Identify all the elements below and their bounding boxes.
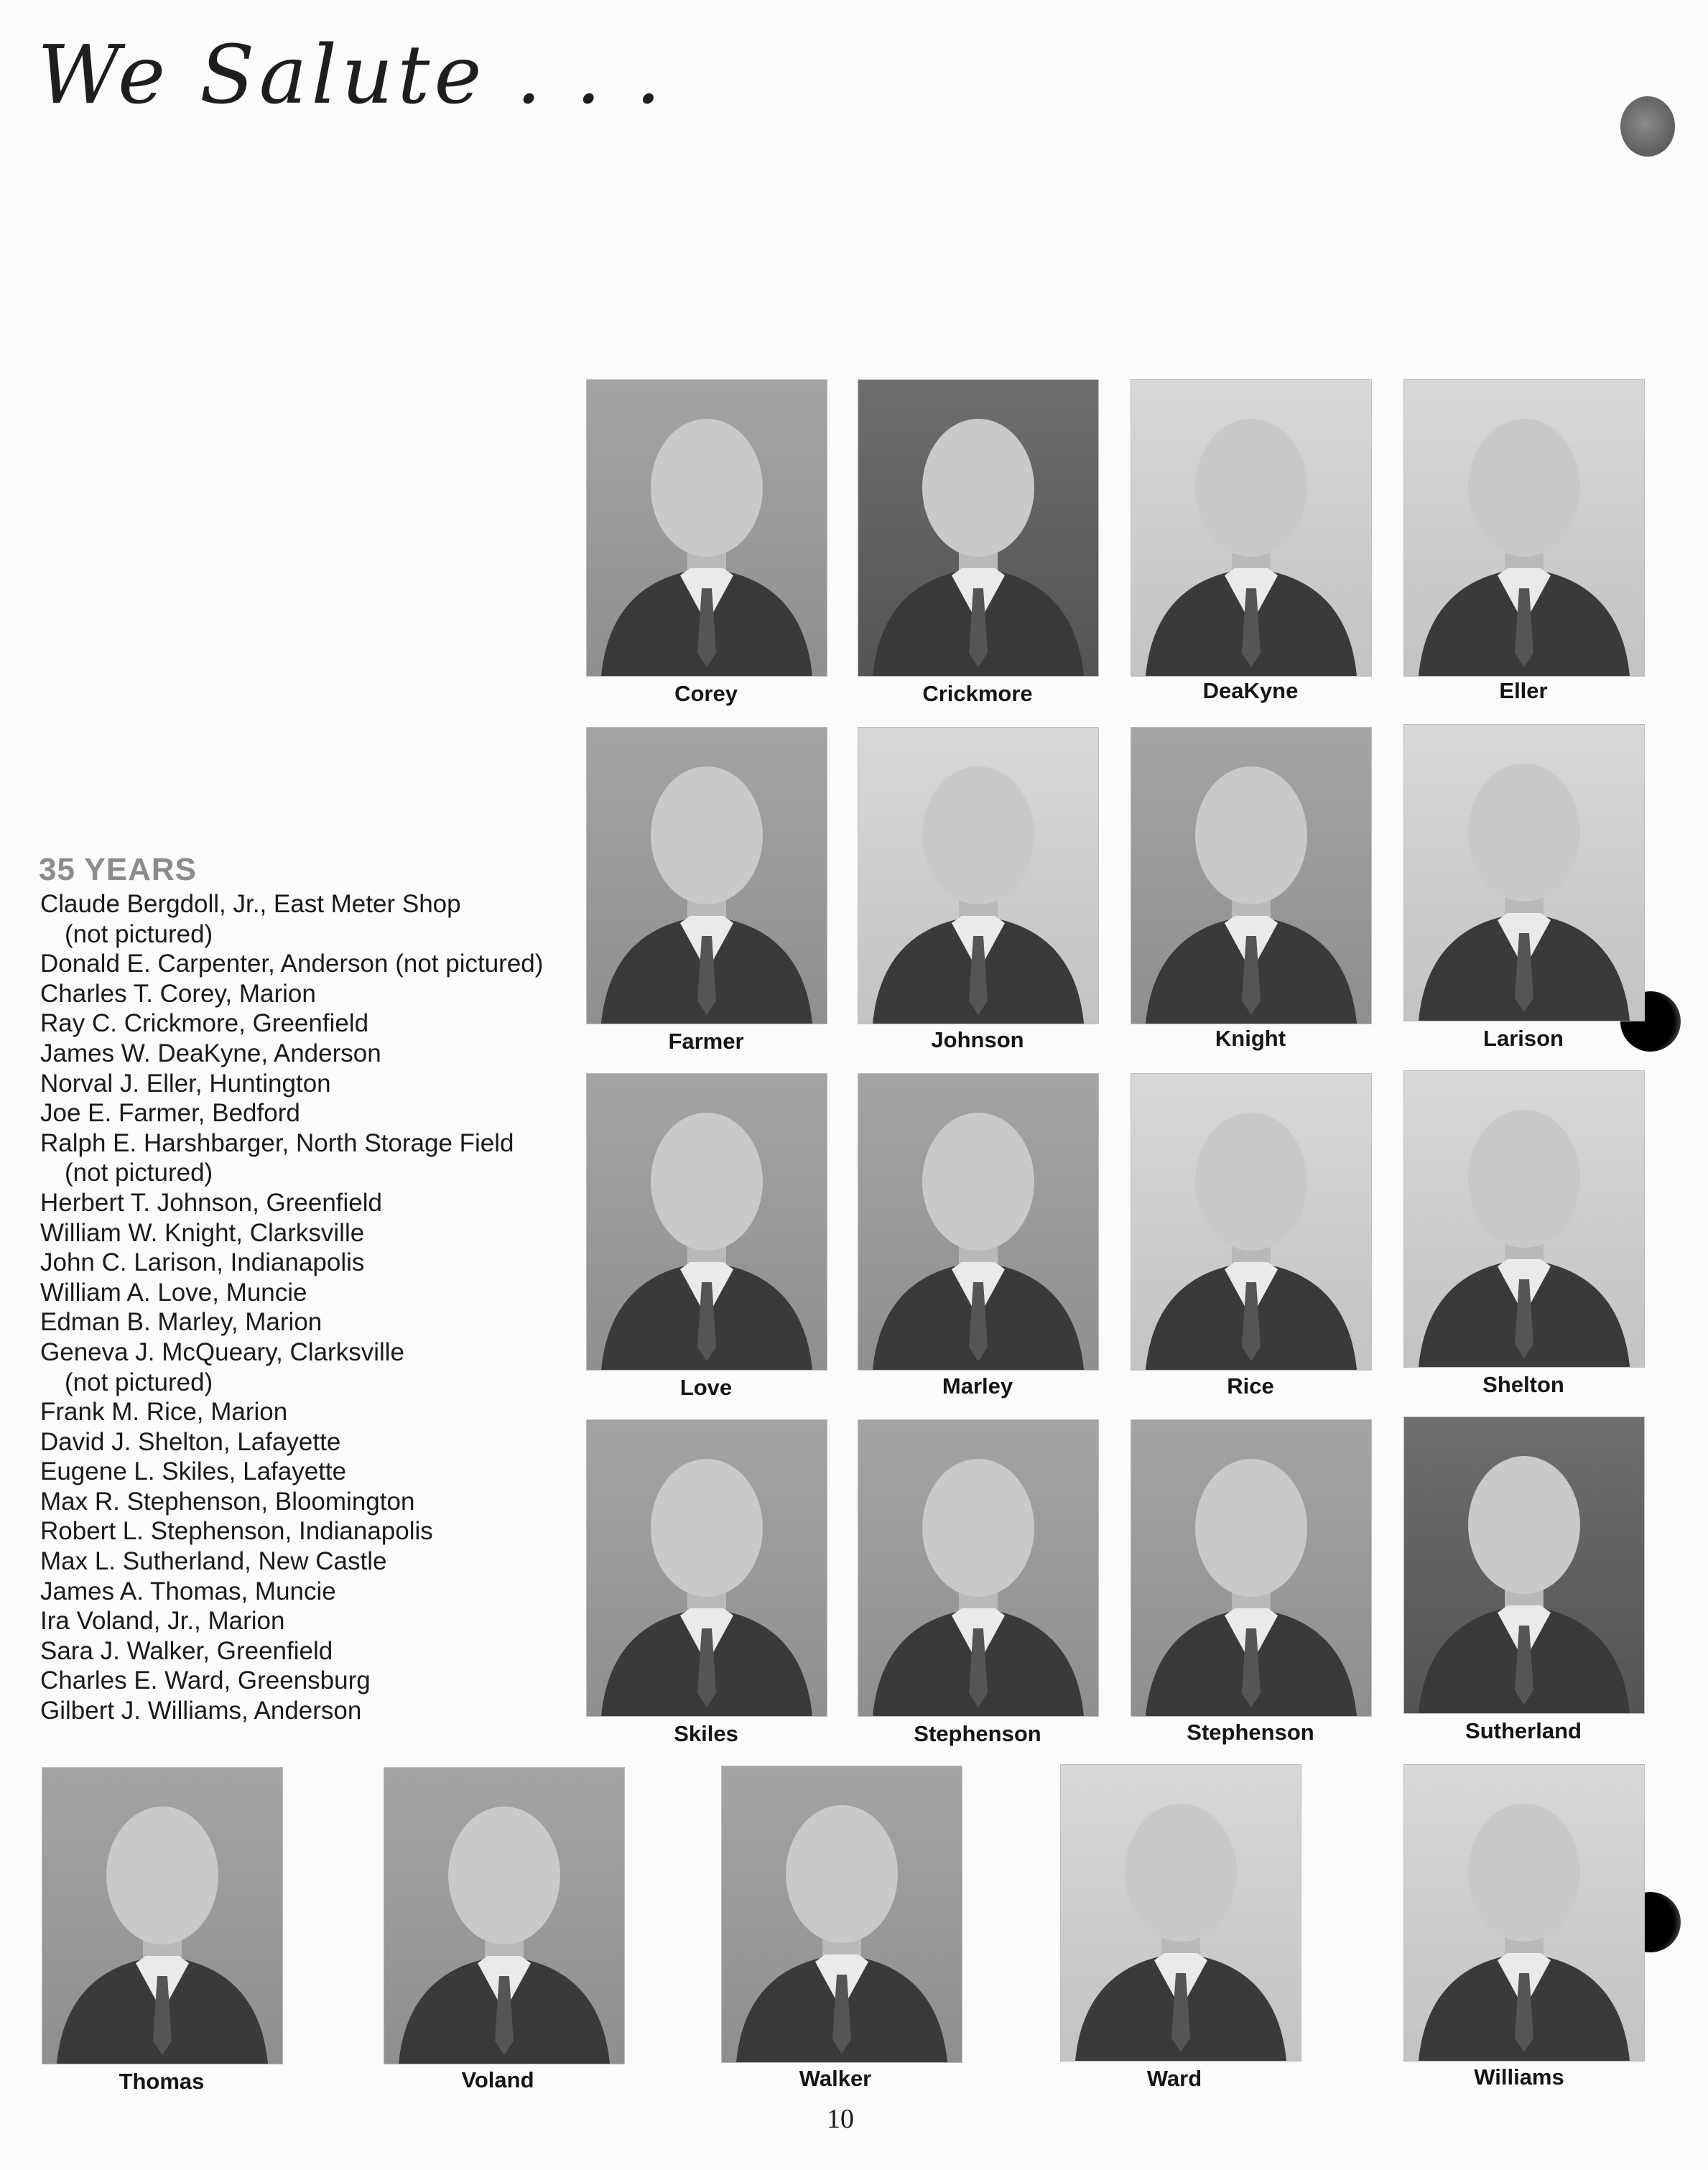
portrait-caption: Stephenson xyxy=(914,1721,1041,1746)
list-item: Charles E. Ward, Greensburg xyxy=(40,1666,371,1695)
portrait-photo xyxy=(858,727,1099,1024)
portrait-photo xyxy=(586,379,827,677)
portrait-head xyxy=(1468,1804,1580,1942)
portrait-caption: Farmer xyxy=(668,1029,744,1054)
portrait-photo xyxy=(1131,379,1372,677)
list-item: Ralph E. Harshbarger, North Storage Field xyxy=(40,1128,514,1157)
portrait-photo xyxy=(42,1767,283,2064)
binder-hole xyxy=(1620,96,1675,157)
portrait-photo xyxy=(1131,1073,1372,1371)
portrait-photo xyxy=(1403,1764,1645,2062)
list-item: Edman B. Marley, Marion xyxy=(40,1308,322,1337)
portrait-head xyxy=(448,1807,560,1944)
portrait-silhouette xyxy=(42,1768,282,2064)
portrait-photo xyxy=(1403,379,1645,677)
portrait-caption: Thomas xyxy=(119,2069,205,2094)
portrait-silhouette xyxy=(587,728,827,1024)
portrait-head xyxy=(651,766,763,904)
portrait-caption: Shelton xyxy=(1482,1372,1564,1397)
portrait-head xyxy=(106,1807,218,1944)
portrait-head xyxy=(786,1805,898,1943)
portrait-photo xyxy=(1403,724,1645,1021)
portrait-head xyxy=(1468,419,1580,557)
portrait-caption: DeaKyne xyxy=(1202,678,1299,703)
portrait-caption: Crickmore xyxy=(922,681,1033,706)
portrait-silhouette xyxy=(1404,725,1644,1021)
portrait-head xyxy=(1468,764,1580,901)
list-item: Sara J. Walker, Greenfield xyxy=(40,1636,333,1665)
portrait-silhouette xyxy=(858,1074,1098,1370)
portrait-caption: Skiles xyxy=(674,1721,738,1746)
portrait-caption: Rice xyxy=(1227,1373,1274,1399)
portrait-head xyxy=(922,766,1034,904)
portrait-silhouette xyxy=(1131,380,1371,676)
portrait-photo xyxy=(858,1073,1099,1371)
portrait-head xyxy=(1468,1110,1580,1248)
portrait-silhouette xyxy=(1131,1074,1371,1370)
list-item: Ray C. Crickmore, Greenfield xyxy=(40,1009,369,1038)
list-item: John C. Larison, Indianapolis xyxy=(40,1248,365,1277)
page-number: 10 xyxy=(827,2104,854,2134)
portrait-photo xyxy=(721,1766,962,2063)
portrait-caption: Stephenson xyxy=(1187,1720,1314,1745)
portrait-photo xyxy=(1060,1764,1301,2062)
portrait-silhouette xyxy=(1061,1765,1301,2061)
portrait-photo xyxy=(1403,1416,1645,1714)
portrait-photo xyxy=(1131,727,1372,1024)
list-item: Max R. Stephenson, Bloomington xyxy=(40,1487,415,1516)
list-item-note: (not pictured) xyxy=(65,1159,213,1187)
portrait-head xyxy=(1468,1456,1580,1594)
portrait-silhouette xyxy=(1404,1765,1644,2061)
list-item: Joe E. Farmer, Bedford xyxy=(40,1099,300,1128)
portrait-photo xyxy=(1131,1419,1372,1717)
list-item: James A. Thomas, Muncie xyxy=(40,1577,336,1605)
portrait-silhouette xyxy=(1404,1071,1644,1367)
list-item: Frank M. Rice, Marion xyxy=(40,1398,288,1427)
portrait-caption: Johnson xyxy=(931,1027,1024,1052)
list-item: Max L. Sutherland, New Castle xyxy=(40,1547,387,1576)
list-item: Herbert T. Johnson, Greenfield xyxy=(40,1188,383,1217)
portrait-head xyxy=(1195,1459,1307,1597)
portrait-caption: Williams xyxy=(1474,2064,1564,2090)
portrait-silhouette xyxy=(1131,728,1371,1024)
portrait-silhouette xyxy=(384,1768,624,2064)
list-item: Robert L. Stephenson, Indianapolis xyxy=(40,1517,433,1546)
list-item: William W. Knight, Clarksville xyxy=(40,1218,365,1247)
portrait-silhouette xyxy=(1404,380,1644,676)
list-item: Claude Bergdoll, Jr., East Meter Shop xyxy=(40,890,461,918)
portrait-caption: Corey xyxy=(674,681,738,706)
portrait-caption: Sutherland xyxy=(1465,1718,1582,1743)
portrait-photo xyxy=(586,1073,827,1371)
section-heading: 35 YEARS xyxy=(39,852,197,887)
portrait-silhouette xyxy=(587,380,827,676)
portrait-head xyxy=(1195,766,1307,904)
portrait-silhouette xyxy=(587,1420,827,1716)
list-item: Gilbert J. Williams, Anderson xyxy=(40,1697,362,1725)
portrait-photo xyxy=(586,727,827,1024)
portrait-head xyxy=(922,419,1034,557)
portrait-caption: Marley xyxy=(942,1373,1013,1399)
honoree-list xyxy=(40,889,557,1726)
portrait-caption: Voland xyxy=(461,2067,534,2092)
portrait-photo xyxy=(586,1419,827,1717)
portrait-photo xyxy=(858,379,1099,677)
list-item: Norval J. Eller, Huntington xyxy=(40,1069,331,1098)
list-item: Charles T. Corey, Marion xyxy=(40,979,316,1008)
portrait-silhouette xyxy=(858,380,1098,676)
list-item: Ira Voland, Jr., Marion xyxy=(40,1607,285,1636)
portrait-photo xyxy=(384,1767,625,2064)
portrait-caption: Walker xyxy=(799,2066,872,2091)
portrait-silhouette xyxy=(1404,1417,1644,1713)
portrait-head xyxy=(1125,1804,1237,1942)
portrait-head xyxy=(1195,419,1307,557)
portrait-silhouette xyxy=(1131,1420,1371,1716)
list-item: Geneva J. McQueary, Clarksville xyxy=(40,1337,405,1366)
portrait-head xyxy=(651,419,763,557)
portrait-silhouette xyxy=(587,1074,827,1370)
portrait-caption: Love xyxy=(679,1375,733,1400)
list-item: Donald E. Carpenter, Anderson (not pictured) xyxy=(40,950,544,978)
list-item-note: (not pictured) xyxy=(65,919,213,948)
portrait-silhouette xyxy=(858,1420,1098,1716)
list-item: Eugene L. Skiles, Lafayette xyxy=(40,1457,347,1486)
portrait-silhouette xyxy=(858,728,1098,1024)
portrait-photo xyxy=(858,1419,1099,1717)
list-item-note: (not pictured) xyxy=(65,1368,213,1396)
portrait-head xyxy=(651,1459,763,1597)
portrait-caption: Larison xyxy=(1483,1026,1564,1051)
list-item: James W. DeaKyne, Anderson xyxy=(40,1039,381,1067)
portrait-photo xyxy=(1403,1070,1645,1368)
page-title: We Salute . . . xyxy=(37,29,666,122)
portrait-head xyxy=(1195,1113,1307,1251)
portrait-silhouette xyxy=(722,1766,962,2062)
portrait-head xyxy=(922,1459,1034,1597)
portrait-head xyxy=(651,1113,763,1251)
portrait-caption: Eller xyxy=(1499,678,1548,703)
list-item: William A. Love, Muncie xyxy=(40,1278,307,1307)
portrait-caption: Knight xyxy=(1215,1026,1286,1051)
list-item: David J. Shelton, Lafayette xyxy=(40,1427,341,1456)
portrait-caption: Ward xyxy=(1146,2066,1202,2091)
portrait-head xyxy=(922,1113,1034,1251)
